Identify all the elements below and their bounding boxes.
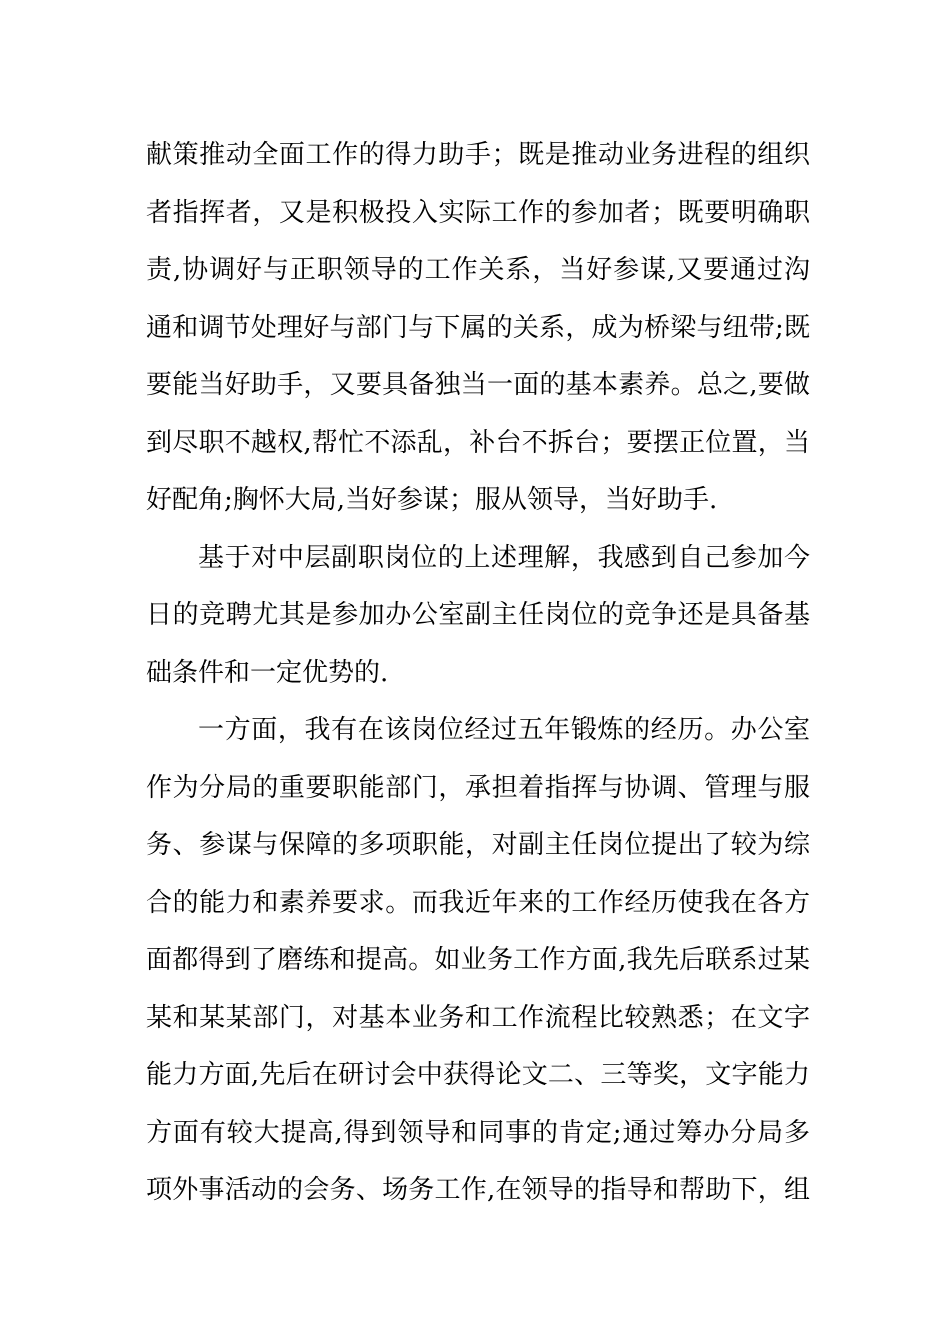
text-line: 一方面，我有在该岗位经过五年锻炼的经历。办公室 — [198, 715, 810, 745]
text-line: 某和某某部门，对基本业务和工作流程比较熟悉；在文字 — [146, 1002, 810, 1033]
text-line: 能力方面,先后在研讨会中获得论文二、三等奖，文字能力 — [146, 1060, 810, 1090]
text-line: 责,协调好与正职领导的工作关系，当好参谋,又要通过沟 — [146, 255, 810, 285]
text-line: 日的竞聘尤其是参加办公室副主任岗位的竞争还是具备基 — [146, 600, 810, 630]
text-line: 者指挥者，又是积极投入实际工作的参加者；既要明确职 — [146, 197, 810, 228]
text-line: 项外事活动的会务、场务工作,在领导的指导和帮助下，组 — [146, 1175, 810, 1205]
text-line: 务、参谋与保障的多项职能，对副主任岗位提出了较为综 — [146, 830, 810, 860]
text-line: 方面有较大提高,得到领导和同事的肯定;通过筹办分局多 — [146, 1117, 810, 1148]
text-line: 面都得到了磨练和提高。如业务工作方面,我先后联系过某 — [146, 945, 810, 975]
text-line: 好配角;胸怀大局,当好参谋；服从领导，当好助手. — [146, 485, 718, 515]
paragraph-2 — [146, 530, 810, 703]
text-line: 献策推动全面工作的得力助手；既是推动业务进程的组织 — [146, 140, 810, 170]
text-line: 础条件和一定优势的. — [146, 657, 389, 688]
paragraph-3 — [146, 702, 810, 1220]
text-line: 要能当好助手，又要具备独当一面的基本素养。总之,要做 — [146, 370, 810, 400]
text-line: 作为分局的重要职能部门，承担着指挥与协调、管理与服 — [146, 772, 810, 803]
paragraph-1 — [146, 127, 810, 530]
text-line: 合的能力和素养要求。而我近年来的工作经历使我在各方 — [146, 887, 810, 918]
text-line: 基于对中层副职岗位的上述理解，我感到自己参加今 — [198, 542, 810, 573]
document-body — [146, 127, 810, 1220]
text-line: 到尽职不越权,帮忙不添乱，补台不拆台；要摆正位置，当 — [146, 427, 810, 458]
text-line: 通和调节处理好与部门与下属的关系，成为桥梁与纽带;既 — [146, 312, 810, 343]
